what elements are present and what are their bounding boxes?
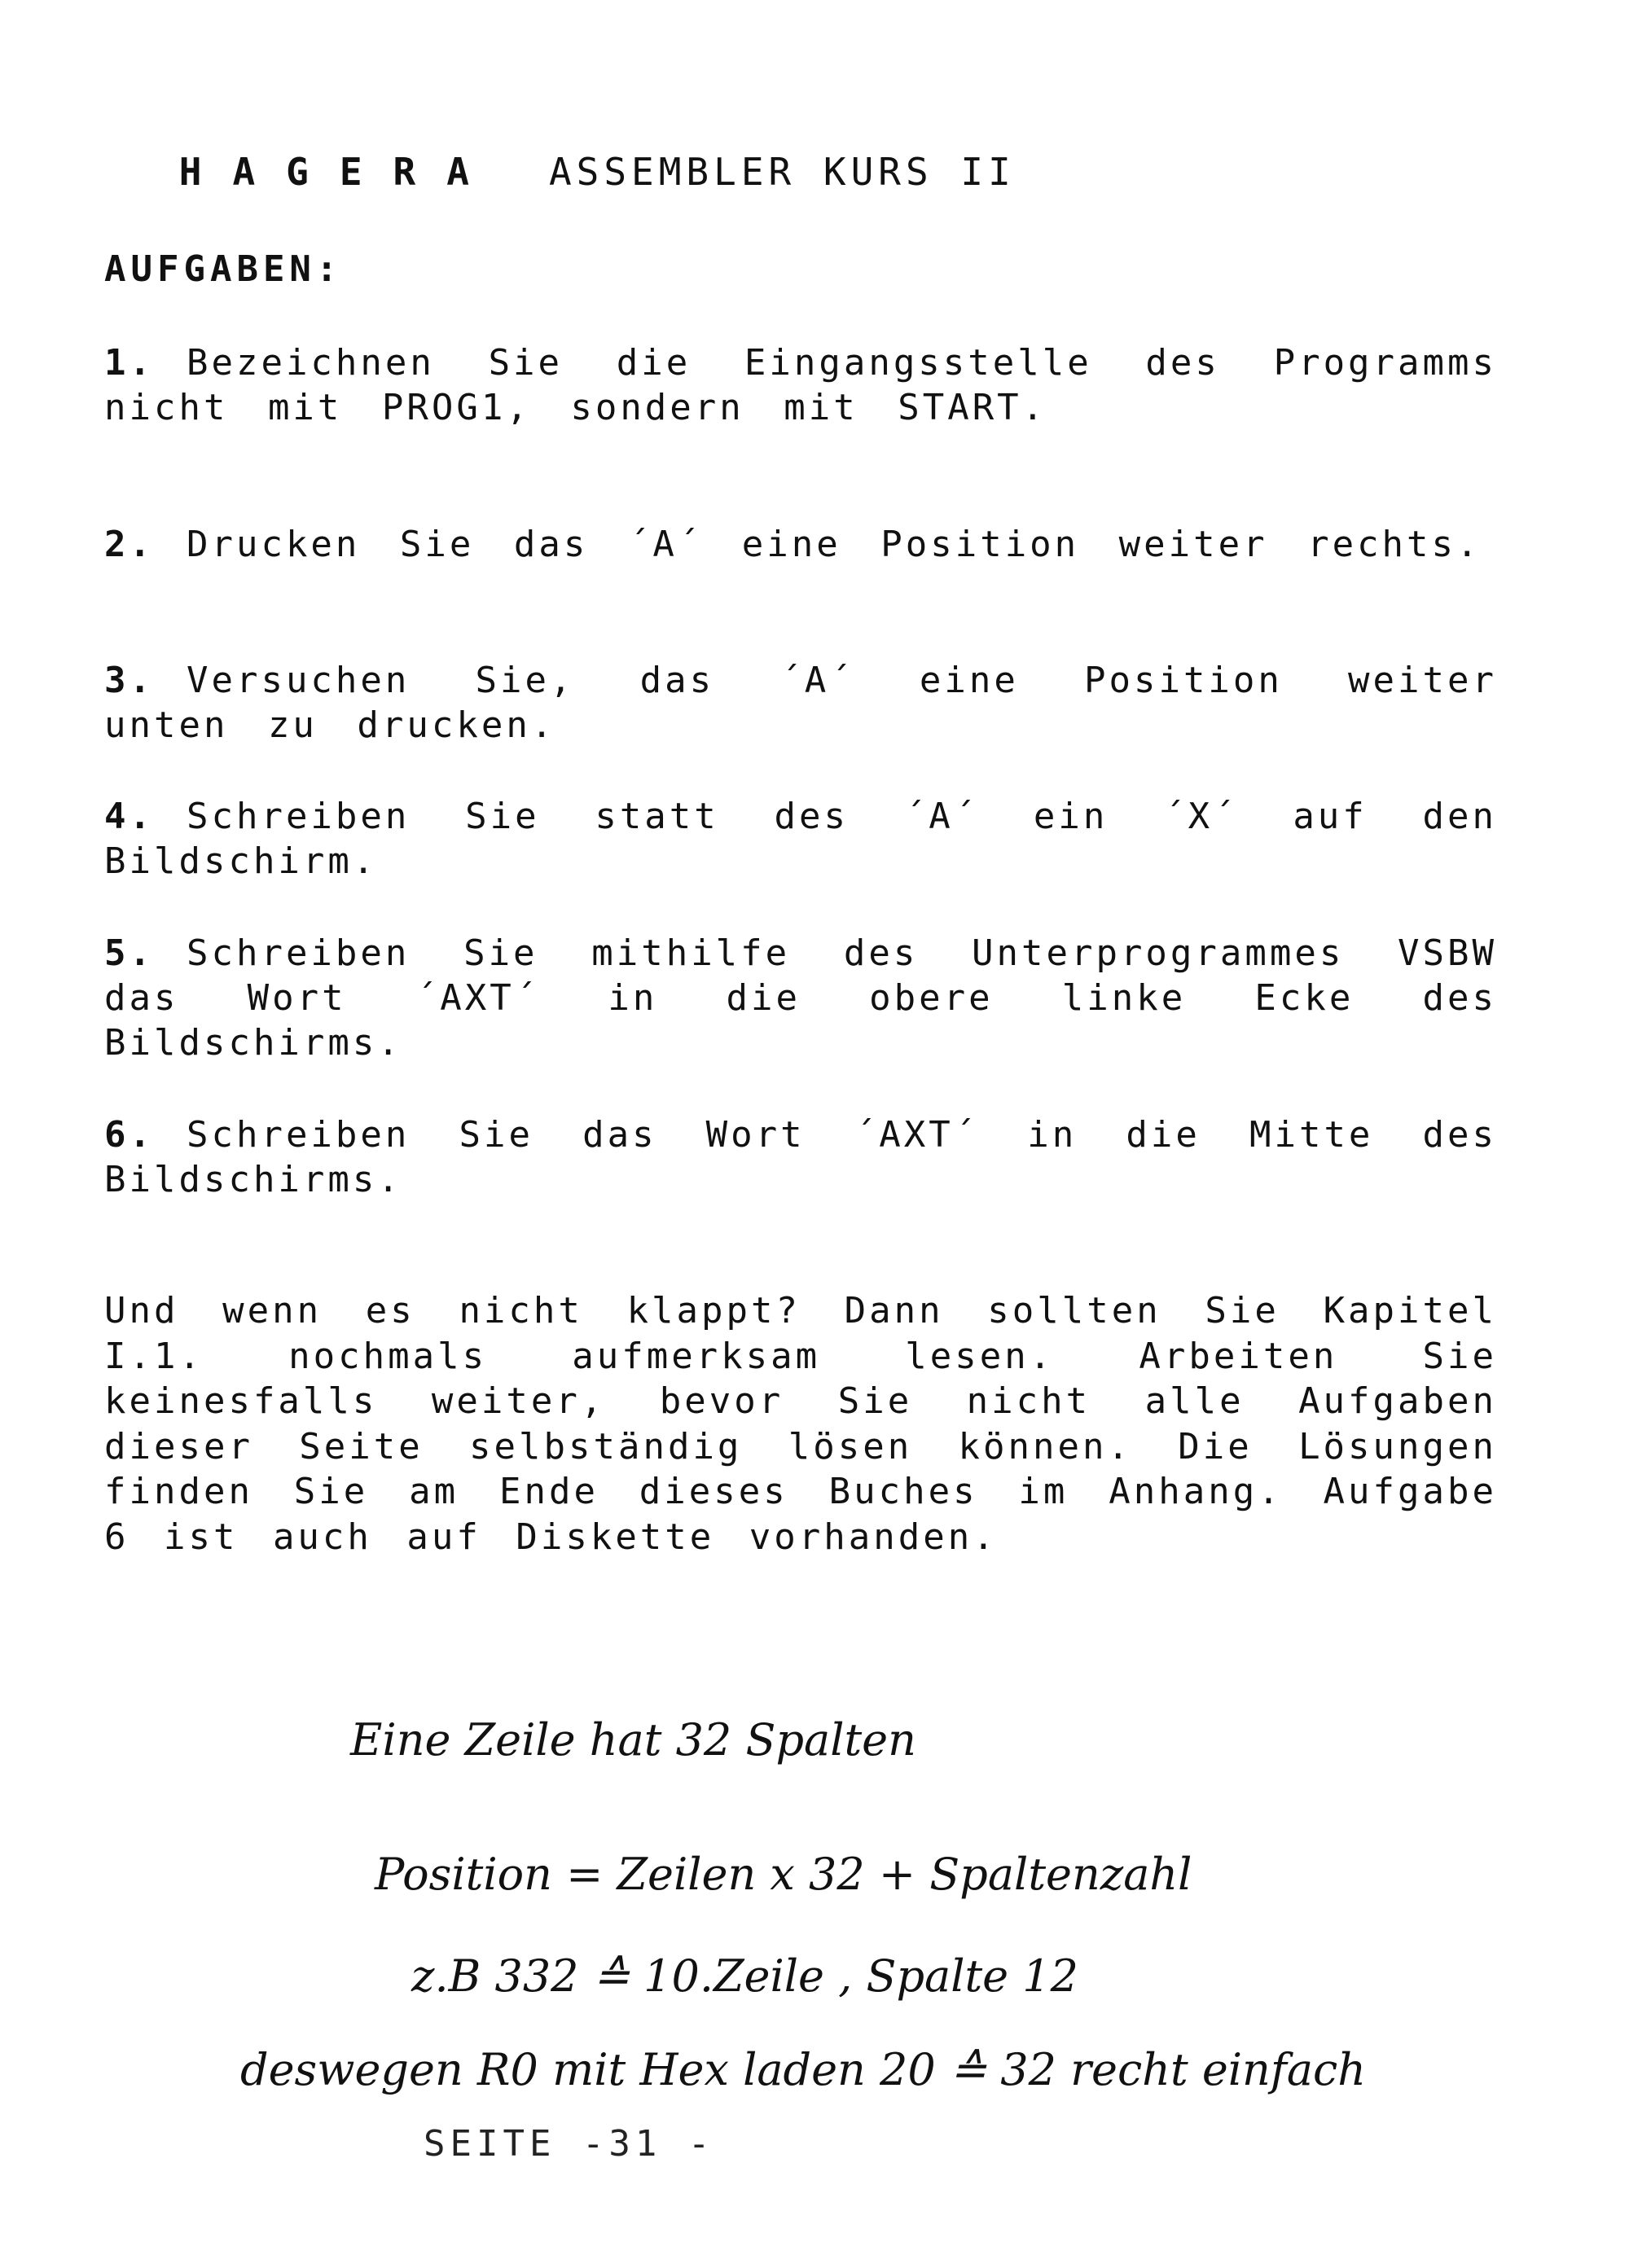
handwritten-note-3: z.B 332 ≙ 10.Zeile , Spalte 12 (411, 1950, 1079, 2002)
task-number: 2. (104, 524, 154, 565)
task-text: Drucken Sie das ´A´ eine Position weiter rechts. (186, 524, 1482, 565)
page-number: SEITE -31 - (424, 2123, 715, 2165)
course-title: ASSEMBLER KURS II (548, 150, 1016, 194)
task-item (104, 794, 1497, 884)
task-item (104, 931, 1497, 1065)
handwritten-note-4: deswegen R0 mit Hex laden 20 ≙ 32 recht einfach (240, 2044, 1367, 2095)
task-item (104, 522, 1497, 567)
task-text: Bezeichnen Sie die Eingangsstelle des Programms nicht mit PROG1, sondern mit START. (104, 342, 1497, 428)
task-item (104, 340, 1497, 430)
task-number: 5. (104, 932, 154, 974)
task-item (104, 658, 1497, 748)
task-text: Schreiben Sie mithilfe des Unterprogrammes VSBW das Wort ´AXT´ in die obere linke Ecke des Bildschirms. (104, 932, 1497, 1064)
task-number: 3. (104, 660, 154, 701)
section-heading: AUFGABEN: (104, 248, 343, 290)
task-number: 1. (104, 342, 154, 384)
task-text: Schreiben Sie statt des ´A´ ein ´X´ auf den Bildschirm. (104, 796, 1497, 882)
task-text: Versuchen Sie, das ´A´ eine Position weiter unten zu drucken. (104, 660, 1497, 746)
handwritten-note-1: Eine Zeile hat 32 Spalten (350, 1714, 916, 1766)
instruction-note: Und wenn es nicht klappt? Dann sollten Sie Kapitel I.1. nochmals aufmerksam lesen. Arbeiten Sie keinesfalls weiter, bevor Sie nicht alle Aufgaben dieser Seite selbständig lösen können. Die Lösungen finden Sie am Ende dieses Buches im Anhang. Aufgabe 6 ist auch auf Diskette vorhanden. (104, 1290, 1497, 1558)
task-number: 4. (104, 796, 154, 837)
task-text: Schreiben Sie das Wort ´AXT´ in die Mitte des Bildschirms. (104, 1114, 1497, 1200)
task-number: 6. (104, 1114, 154, 1156)
task-item (104, 1112, 1497, 1202)
page-header (69, 106, 1016, 194)
handwritten-note-2: Position = Zeilen x 32 + Spaltenzahl (375, 1849, 1192, 1900)
brand-name: HAGERA (178, 150, 500, 194)
